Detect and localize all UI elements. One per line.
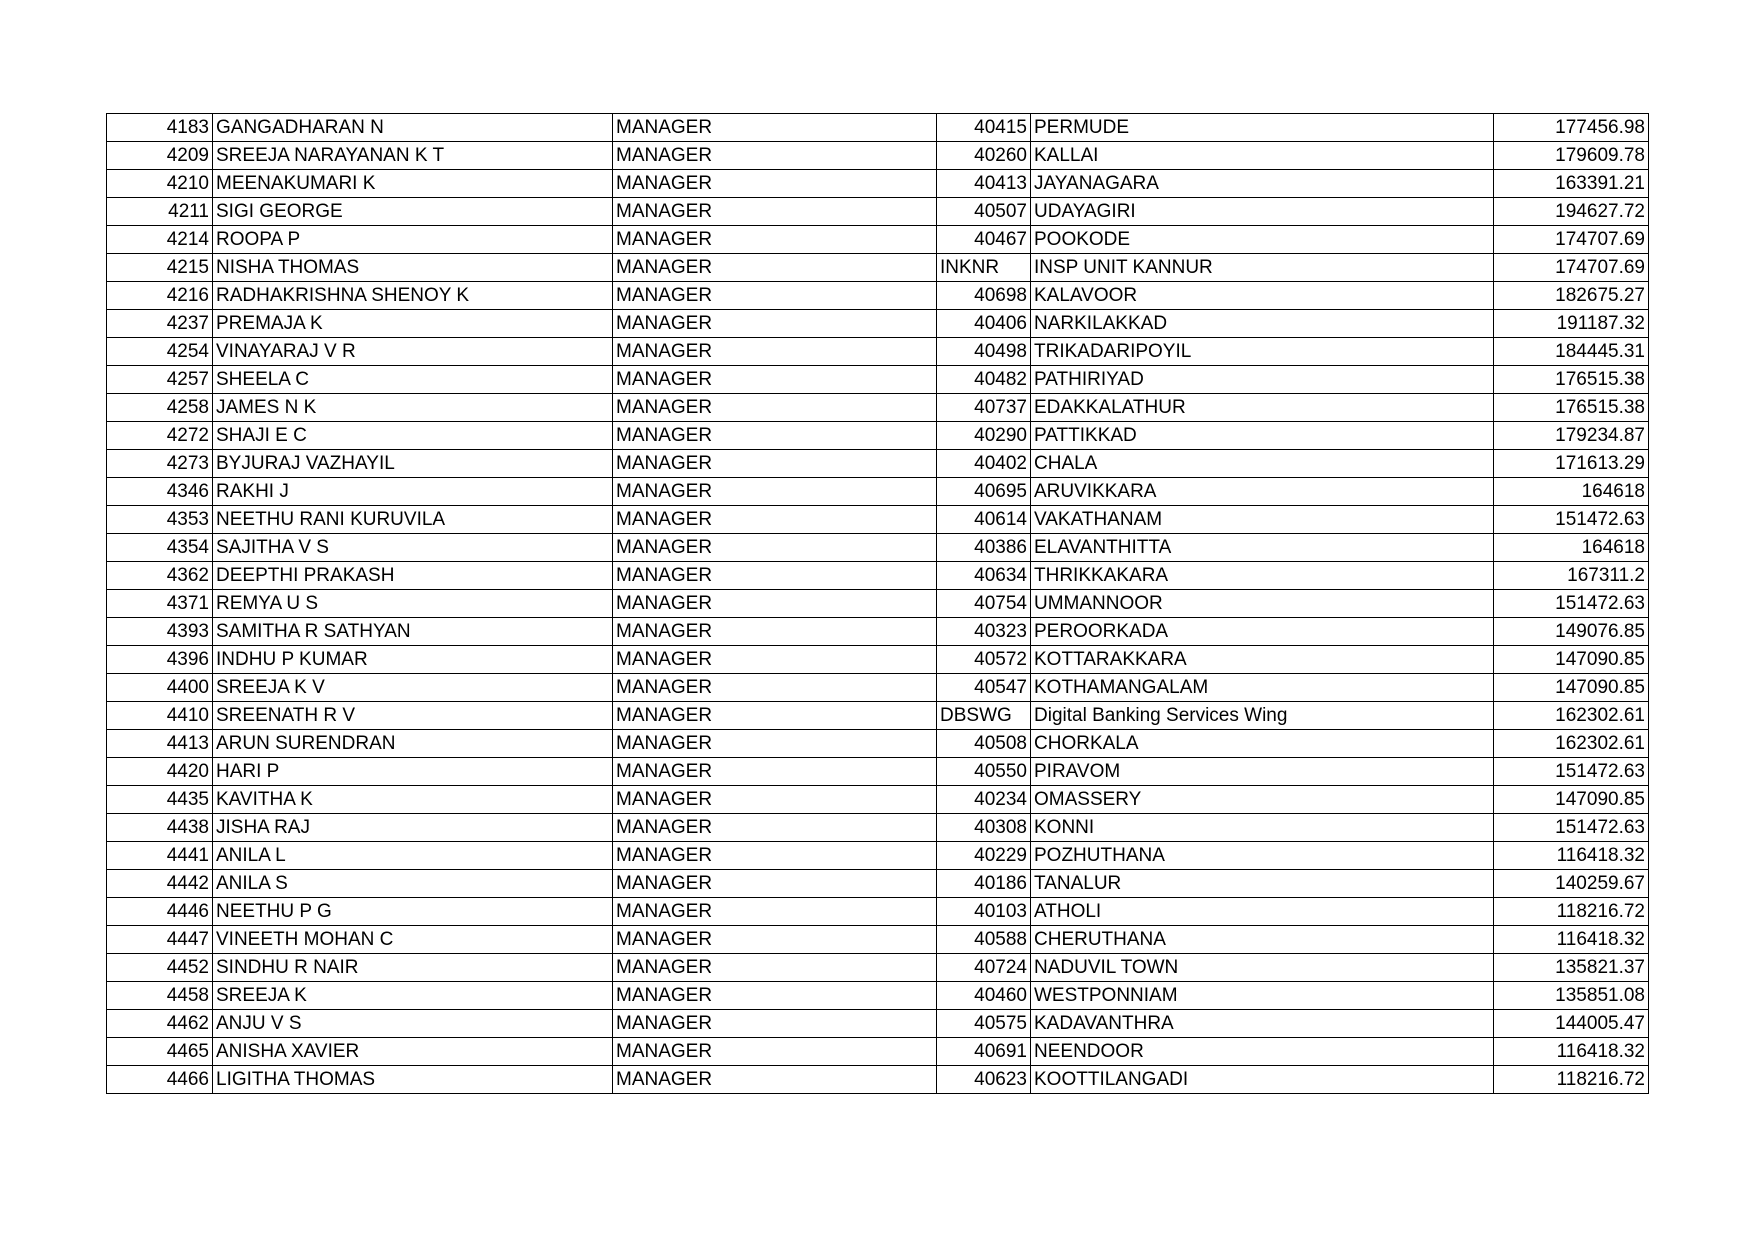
branch-code-cell: 40402 [937, 450, 1031, 478]
designation-cell: MANAGER [613, 310, 937, 338]
branch-name-cell: PATHIRIYAD [1031, 366, 1494, 394]
table-row [107, 366, 1649, 394]
employee-id-cell: 4215 [107, 254, 213, 282]
table-row [107, 310, 1649, 338]
designation-cell: MANAGER [613, 394, 937, 422]
amount-cell: 149076.85 [1494, 618, 1649, 646]
amount-cell: 164618 [1494, 478, 1649, 506]
amount-cell: 116418.32 [1494, 1038, 1649, 1066]
employee-id-cell: 4446 [107, 898, 213, 926]
branch-name-cell: POZHUTHANA [1031, 842, 1494, 870]
branch-code-cell: 40460 [937, 982, 1031, 1010]
employee-id-cell: 4442 [107, 870, 213, 898]
designation-cell: MANAGER [613, 422, 937, 450]
branch-code-cell: 40575 [937, 1010, 1031, 1038]
employee-id-cell: 4466 [107, 1066, 213, 1094]
amount-cell: 116418.32 [1494, 926, 1649, 954]
table-row [107, 954, 1649, 982]
employee-name-cell: SAMITHA R SATHYAN [213, 618, 613, 646]
designation-cell: MANAGER [613, 1066, 937, 1094]
designation-cell: MANAGER [613, 898, 937, 926]
branch-name-cell: OMASSERY [1031, 786, 1494, 814]
branch-name-cell: KOTTARAKKARA [1031, 646, 1494, 674]
branch-name-cell: TRIKADARIPOYIL [1031, 338, 1494, 366]
employee-id-cell: 4420 [107, 758, 213, 786]
branch-name-cell: TANALUR [1031, 870, 1494, 898]
branch-name-cell: KALLAI [1031, 142, 1494, 170]
branch-code-cell: 40467 [937, 226, 1031, 254]
amount-cell: 135821.37 [1494, 954, 1649, 982]
table-row [107, 786, 1649, 814]
branch-code-cell: 40508 [937, 730, 1031, 758]
designation-cell: MANAGER [613, 254, 937, 282]
table-row [107, 506, 1649, 534]
table-row [107, 1038, 1649, 1066]
designation-cell: MANAGER [613, 226, 937, 254]
table-row [107, 646, 1649, 674]
employee-name-cell: SINDHU R NAIR [213, 954, 613, 982]
table-row [107, 618, 1649, 646]
table-row [107, 898, 1649, 926]
branch-code-cell: 40724 [937, 954, 1031, 982]
employee-id-cell: 4209 [107, 142, 213, 170]
employee-id-cell: 4362 [107, 562, 213, 590]
table-row [107, 730, 1649, 758]
employee-name-cell: HARI P [213, 758, 613, 786]
employee-id-cell: 4211 [107, 198, 213, 226]
amount-cell: 147090.85 [1494, 674, 1649, 702]
branch-code-cell: 40737 [937, 394, 1031, 422]
designation-cell: MANAGER [613, 814, 937, 842]
branch-name-cell: PATTIKKAD [1031, 422, 1494, 450]
table-row [107, 982, 1649, 1010]
amount-cell: 174707.69 [1494, 226, 1649, 254]
table-row [107, 870, 1649, 898]
table-row [107, 450, 1649, 478]
amount-cell: 182675.27 [1494, 282, 1649, 310]
branch-code-cell: 40415 [937, 114, 1031, 142]
table-row [107, 254, 1649, 282]
employee-name-cell: SREEJA NARAYANAN K T [213, 142, 613, 170]
employee-id-cell: 4400 [107, 674, 213, 702]
designation-cell: MANAGER [613, 282, 937, 310]
amount-cell: 179234.87 [1494, 422, 1649, 450]
branch-code-cell: 40229 [937, 842, 1031, 870]
branch-code-cell: 40386 [937, 534, 1031, 562]
designation-cell: MANAGER [613, 170, 937, 198]
employee-name-cell: ANILA L [213, 842, 613, 870]
branch-code-cell: 40547 [937, 674, 1031, 702]
table-row [107, 674, 1649, 702]
table-row [107, 422, 1649, 450]
branch-code-cell: DBSWG [937, 702, 1031, 730]
branch-code-cell: 40234 [937, 786, 1031, 814]
amount-cell: 179609.78 [1494, 142, 1649, 170]
branch-name-cell: JAYANAGARA [1031, 170, 1494, 198]
employee-name-cell: GANGADHARAN N [213, 114, 613, 142]
designation-cell: MANAGER [613, 366, 937, 394]
employee-id-cell: 4465 [107, 1038, 213, 1066]
employee-id-cell: 4214 [107, 226, 213, 254]
amount-cell: 116418.32 [1494, 842, 1649, 870]
employee-id-cell: 4458 [107, 982, 213, 1010]
table-row [107, 842, 1649, 870]
branch-code-cell: 40260 [937, 142, 1031, 170]
employee-name-cell: ANILA S [213, 870, 613, 898]
employee-name-cell: JAMES N K [213, 394, 613, 422]
branch-name-cell: KADAVANTHRA [1031, 1010, 1494, 1038]
employee-name-cell: BYJURAJ VAZHAYIL [213, 450, 613, 478]
branch-code-cell: 40550 [937, 758, 1031, 786]
amount-cell: 118216.72 [1494, 898, 1649, 926]
designation-cell: MANAGER [613, 646, 937, 674]
amount-cell: 151472.63 [1494, 814, 1649, 842]
amount-cell: 176515.38 [1494, 366, 1649, 394]
branch-name-cell: KALAVOOR [1031, 282, 1494, 310]
designation-cell: MANAGER [613, 618, 937, 646]
employee-id-cell: 4257 [107, 366, 213, 394]
employee-id-cell: 4371 [107, 590, 213, 618]
designation-cell: MANAGER [613, 114, 937, 142]
branch-code-cell: 40186 [937, 870, 1031, 898]
employee-id-cell: 4237 [107, 310, 213, 338]
table-row [107, 114, 1649, 142]
table-row [107, 282, 1649, 310]
employee-name-cell: SIGI GEORGE [213, 198, 613, 226]
amount-cell: 164618 [1494, 534, 1649, 562]
employee-id-cell: 4393 [107, 618, 213, 646]
branch-code-cell: 40507 [937, 198, 1031, 226]
designation-cell: MANAGER [613, 954, 937, 982]
branch-code-cell: 40498 [937, 338, 1031, 366]
table-row [107, 1066, 1649, 1094]
employee-name-cell: PREMAJA K [213, 310, 613, 338]
branch-name-cell: PIRAVOM [1031, 758, 1494, 786]
branch-name-cell: ELAVANTHITTA [1031, 534, 1494, 562]
employee-name-cell: RAKHI J [213, 478, 613, 506]
employee-id-cell: 4447 [107, 926, 213, 954]
table-row [107, 534, 1649, 562]
designation-cell: MANAGER [613, 450, 937, 478]
employee-id-cell: 4435 [107, 786, 213, 814]
branch-name-cell: POOKODE [1031, 226, 1494, 254]
designation-cell: MANAGER [613, 786, 937, 814]
designation-cell: MANAGER [613, 590, 937, 618]
amount-cell: 167311.2 [1494, 562, 1649, 590]
branch-name-cell: UDAYAGIRI [1031, 198, 1494, 226]
amount-cell: 140259.67 [1494, 870, 1649, 898]
amount-cell: 135851.08 [1494, 982, 1649, 1010]
designation-cell: MANAGER [613, 562, 937, 590]
staff-table-body [107, 114, 1649, 1094]
branch-code-cell: 40482 [937, 366, 1031, 394]
employee-id-cell: 4216 [107, 282, 213, 310]
employee-name-cell: DEEPTHI PRAKASH [213, 562, 613, 590]
employee-name-cell: SHEELA C [213, 366, 613, 394]
amount-cell: 151472.63 [1494, 506, 1649, 534]
table-row [107, 814, 1649, 842]
employee-name-cell: SREEJA K [213, 982, 613, 1010]
employee-name-cell: NEETHU RANI KURUVILA [213, 506, 613, 534]
branch-code-cell: 40754 [937, 590, 1031, 618]
amount-cell: 163391.21 [1494, 170, 1649, 198]
amount-cell: 177456.98 [1494, 114, 1649, 142]
table-row [107, 142, 1649, 170]
branch-name-cell: ATHOLI [1031, 898, 1494, 926]
employee-name-cell: ROOPA P [213, 226, 613, 254]
amount-cell: 144005.47 [1494, 1010, 1649, 1038]
table-row [107, 170, 1649, 198]
employee-name-cell: LIGITHA THOMAS [213, 1066, 613, 1094]
amount-cell: 194627.72 [1494, 198, 1649, 226]
branch-code-cell: 40623 [937, 1066, 1031, 1094]
employee-id-cell: 4273 [107, 450, 213, 478]
branch-name-cell: WESTPONNIAM [1031, 982, 1494, 1010]
branch-name-cell: EDAKKALATHUR [1031, 394, 1494, 422]
designation-cell: MANAGER [613, 142, 937, 170]
employee-id-cell: 4183 [107, 114, 213, 142]
employee-name-cell: ANJU V S [213, 1010, 613, 1038]
designation-cell: MANAGER [613, 478, 937, 506]
employee-id-cell: 4396 [107, 646, 213, 674]
designation-cell: MANAGER [613, 198, 937, 226]
employee-id-cell: 4410 [107, 702, 213, 730]
employee-name-cell: SREENATH R V [213, 702, 613, 730]
designation-cell: MANAGER [613, 1010, 937, 1038]
branch-name-cell: KONNI [1031, 814, 1494, 842]
employee-id-cell: 4438 [107, 814, 213, 842]
designation-cell: MANAGER [613, 758, 937, 786]
designation-cell: MANAGER [613, 674, 937, 702]
amount-cell: 118216.72 [1494, 1066, 1649, 1094]
branch-code-cell: 40634 [937, 562, 1031, 590]
employee-name-cell: ARUN SURENDRAN [213, 730, 613, 758]
table-row [107, 590, 1649, 618]
branch-name-cell: NEENDOOR [1031, 1038, 1494, 1066]
branch-code-cell: 40406 [937, 310, 1031, 338]
table-row [107, 758, 1649, 786]
amount-cell: 184445.31 [1494, 338, 1649, 366]
branch-name-cell: VAKATHANAM [1031, 506, 1494, 534]
employee-id-cell: 4413 [107, 730, 213, 758]
employee-name-cell: INDHU P KUMAR [213, 646, 613, 674]
employee-name-cell: RADHAKRISHNA SHENOY K [213, 282, 613, 310]
table-row [107, 1010, 1649, 1038]
table-row [107, 338, 1649, 366]
designation-cell: MANAGER [613, 506, 937, 534]
amount-cell: 171613.29 [1494, 450, 1649, 478]
employee-id-cell: 4210 [107, 170, 213, 198]
amount-cell: 162302.61 [1494, 730, 1649, 758]
employee-name-cell: MEENAKUMARI K [213, 170, 613, 198]
amount-cell: 147090.85 [1494, 646, 1649, 674]
designation-cell: MANAGER [613, 1038, 937, 1066]
employee-name-cell: NISHA THOMAS [213, 254, 613, 282]
employee-name-cell: SHAJI E C [213, 422, 613, 450]
branch-code-cell: 40698 [937, 282, 1031, 310]
employee-name-cell: NEETHU P G [213, 898, 613, 926]
employee-id-cell: 4452 [107, 954, 213, 982]
branch-code-cell: 40691 [937, 1038, 1031, 1066]
employee-id-cell: 4272 [107, 422, 213, 450]
employee-id-cell: 4441 [107, 842, 213, 870]
branch-code-cell: 40413 [937, 170, 1031, 198]
branch-name-cell: UMMANNOOR [1031, 590, 1494, 618]
amount-cell: 151472.63 [1494, 590, 1649, 618]
branch-name-cell: KOTHAMANGALAM [1031, 674, 1494, 702]
staff-table [106, 113, 1649, 1094]
table-row [107, 562, 1649, 590]
amount-cell: 191187.32 [1494, 310, 1649, 338]
employee-id-cell: 4354 [107, 534, 213, 562]
employee-id-cell: 4462 [107, 1010, 213, 1038]
branch-code-cell: INKNR [937, 254, 1031, 282]
branch-name-cell: KOOTTILANGADI [1031, 1066, 1494, 1094]
employee-name-cell: REMYA U S [213, 590, 613, 618]
employee-name-cell: SREEJA K V [213, 674, 613, 702]
designation-cell: MANAGER [613, 338, 937, 366]
branch-code-cell: 40614 [937, 506, 1031, 534]
branch-code-cell: 40103 [937, 898, 1031, 926]
table-row [107, 394, 1649, 422]
branch-code-cell: 40695 [937, 478, 1031, 506]
amount-cell: 147090.85 [1494, 786, 1649, 814]
employee-name-cell: SAJITHA V S [213, 534, 613, 562]
employee-id-cell: 4353 [107, 506, 213, 534]
designation-cell: MANAGER [613, 982, 937, 1010]
employee-id-cell: 4258 [107, 394, 213, 422]
amount-cell: 174707.69 [1494, 254, 1649, 282]
employee-name-cell: KAVITHA K [213, 786, 613, 814]
employee-id-cell: 4346 [107, 478, 213, 506]
table-row [107, 226, 1649, 254]
designation-cell: MANAGER [613, 534, 937, 562]
branch-code-cell: 40308 [937, 814, 1031, 842]
employee-name-cell: VINAYARAJ V R [213, 338, 613, 366]
branch-name-cell: PERMUDE [1031, 114, 1494, 142]
branch-code-cell: 40588 [937, 926, 1031, 954]
branch-code-cell: 40290 [937, 422, 1031, 450]
designation-cell: MANAGER [613, 702, 937, 730]
branch-name-cell: PEROORKADA [1031, 618, 1494, 646]
employee-name-cell: ANISHA XAVIER [213, 1038, 613, 1066]
branch-code-cell: 40323 [937, 618, 1031, 646]
designation-cell: MANAGER [613, 870, 937, 898]
designation-cell: MANAGER [613, 926, 937, 954]
branch-name-cell: CHERUTHANA [1031, 926, 1494, 954]
branch-name-cell: ARUVIKKARA [1031, 478, 1494, 506]
branch-name-cell: NARKILAKKAD [1031, 310, 1494, 338]
branch-name-cell: THRIKKAKARA [1031, 562, 1494, 590]
designation-cell: MANAGER [613, 842, 937, 870]
branch-name-cell: CHALA [1031, 450, 1494, 478]
employee-id-cell: 4254 [107, 338, 213, 366]
branch-code-cell: 40572 [937, 646, 1031, 674]
amount-cell: 151472.63 [1494, 758, 1649, 786]
branch-name-cell: INSP UNIT KANNUR [1031, 254, 1494, 282]
branch-name-cell: Digital Banking Services Wing [1031, 702, 1494, 730]
amount-cell: 176515.38 [1494, 394, 1649, 422]
table-row [107, 478, 1649, 506]
branch-name-cell: NADUVIL TOWN [1031, 954, 1494, 982]
employee-name-cell: VINEETH MOHAN C [213, 926, 613, 954]
branch-name-cell: CHORKALA [1031, 730, 1494, 758]
employee-name-cell: JISHA RAJ [213, 814, 613, 842]
table-row [107, 702, 1649, 730]
table-row [107, 926, 1649, 954]
designation-cell: MANAGER [613, 730, 937, 758]
amount-cell: 162302.61 [1494, 702, 1649, 730]
table-row [107, 198, 1649, 226]
